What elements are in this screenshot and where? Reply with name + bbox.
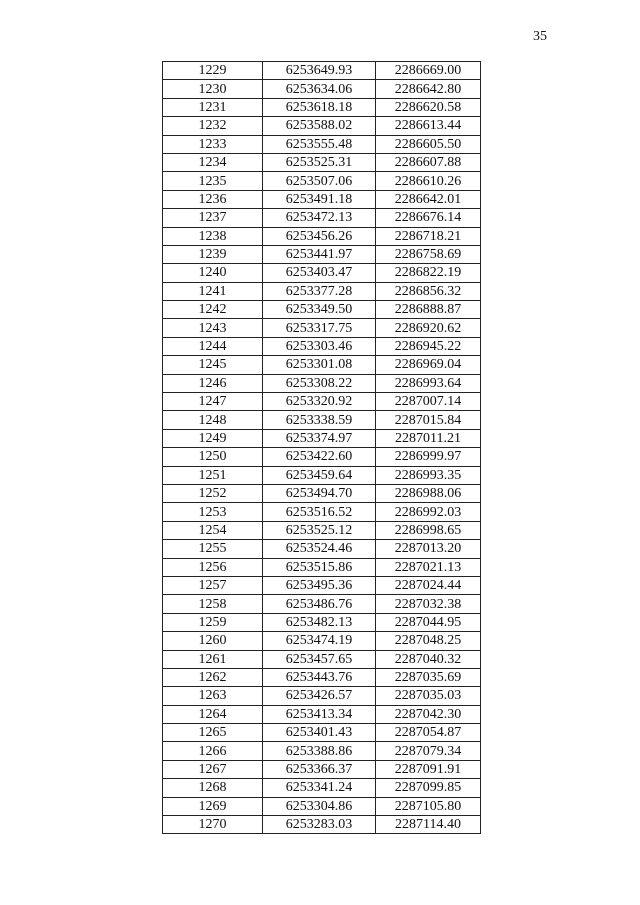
- y-coordinate-cell: 2287021.13: [376, 558, 481, 576]
- point-number-cell: 1254: [163, 521, 263, 539]
- y-coordinate-cell: 2287011.21: [376, 429, 481, 447]
- table-row: [163, 742, 481, 760]
- y-coordinate-cell: 2287105.80: [376, 797, 481, 815]
- table-row: [163, 429, 481, 447]
- x-coordinate-cell: 6253456.26: [263, 227, 376, 245]
- point-number-cell: 1256: [163, 558, 263, 576]
- point-number-cell: 1267: [163, 760, 263, 778]
- x-coordinate-cell: 6253515.86: [263, 558, 376, 576]
- point-number-cell: 1268: [163, 779, 263, 797]
- table-row: [163, 172, 481, 190]
- point-number-cell: 1269: [163, 797, 263, 815]
- table-row: [163, 209, 481, 227]
- x-coordinate-cell: 6253413.34: [263, 705, 376, 723]
- y-coordinate-cell: 2286993.64: [376, 374, 481, 392]
- x-coordinate-cell: 6253426.57: [263, 687, 376, 705]
- table-row: [163, 153, 481, 171]
- table-row: [163, 301, 481, 319]
- point-number-cell: 1246: [163, 374, 263, 392]
- point-number-cell: 1232: [163, 117, 263, 135]
- y-coordinate-cell: 2286822.19: [376, 264, 481, 282]
- table-row: [163, 595, 481, 613]
- table-row: [163, 650, 481, 668]
- x-coordinate-cell: 6253304.86: [263, 797, 376, 815]
- x-coordinate-cell: 6253317.75: [263, 319, 376, 337]
- point-number-cell: 1237: [163, 209, 263, 227]
- table-row: [163, 319, 481, 337]
- x-coordinate-cell: 6253649.93: [263, 62, 376, 80]
- y-coordinate-cell: 2286676.14: [376, 209, 481, 227]
- table-row: [163, 264, 481, 282]
- y-coordinate-cell: 2286613.44: [376, 117, 481, 135]
- table-row: [163, 80, 481, 98]
- x-coordinate-cell: 6253486.76: [263, 595, 376, 613]
- table-row: [163, 374, 481, 392]
- x-coordinate-cell: 6253366.37: [263, 760, 376, 778]
- y-coordinate-cell: 2286998.65: [376, 521, 481, 539]
- table-row: [163, 705, 481, 723]
- y-coordinate-cell: 2287079.34: [376, 742, 481, 760]
- y-coordinate-cell: 2286999.97: [376, 448, 481, 466]
- table-row: [163, 62, 481, 80]
- x-coordinate-cell: 6253495.36: [263, 576, 376, 594]
- table-row: [163, 282, 481, 300]
- x-coordinate-cell: 6253341.24: [263, 779, 376, 797]
- x-coordinate-cell: 6253283.03: [263, 816, 376, 834]
- x-coordinate-cell: 6253441.97: [263, 245, 376, 263]
- x-coordinate-cell: 6253388.86: [263, 742, 376, 760]
- table-row: [163, 797, 481, 815]
- y-coordinate-cell: 2286992.03: [376, 503, 481, 521]
- point-number-cell: 1250: [163, 448, 263, 466]
- y-coordinate-cell: 2286969.04: [376, 356, 481, 374]
- y-coordinate-cell: 2287044.95: [376, 613, 481, 631]
- point-number-cell: 1253: [163, 503, 263, 521]
- x-coordinate-cell: 6253618.18: [263, 98, 376, 116]
- x-coordinate-cell: 6253494.70: [263, 484, 376, 502]
- x-coordinate-cell: 6253377.28: [263, 282, 376, 300]
- table-row: [163, 668, 481, 686]
- page-number: 35: [533, 29, 547, 44]
- y-coordinate-cell: 2286856.32: [376, 282, 481, 300]
- x-coordinate-cell: 6253374.97: [263, 429, 376, 447]
- table-row: [163, 816, 481, 834]
- y-coordinate-cell: 2286607.88: [376, 153, 481, 171]
- y-coordinate-cell: 2287042.30: [376, 705, 481, 723]
- point-number-cell: 1260: [163, 632, 263, 650]
- table-row: [163, 393, 481, 411]
- table-row: [163, 687, 481, 705]
- y-coordinate-cell: 2287114.40: [376, 816, 481, 834]
- table-row: [163, 245, 481, 263]
- x-coordinate-cell: 6253472.13: [263, 209, 376, 227]
- point-number-cell: 1233: [163, 135, 263, 153]
- point-number-cell: 1239: [163, 245, 263, 263]
- coordinates-table-body: [163, 62, 481, 834]
- point-number-cell: 1249: [163, 429, 263, 447]
- x-coordinate-cell: 6253338.59: [263, 411, 376, 429]
- table-row: [163, 227, 481, 245]
- point-number-cell: 1247: [163, 393, 263, 411]
- x-coordinate-cell: 6253308.22: [263, 374, 376, 392]
- point-number-cell: 1252: [163, 484, 263, 502]
- point-number-cell: 1258: [163, 595, 263, 613]
- point-number-cell: 1255: [163, 540, 263, 558]
- point-number-cell: 1257: [163, 576, 263, 594]
- point-number-cell: 1231: [163, 98, 263, 116]
- y-coordinate-cell: 2286642.01: [376, 190, 481, 208]
- x-coordinate-cell: 6253524.46: [263, 540, 376, 558]
- table-row: [163, 337, 481, 355]
- y-coordinate-cell: 2287015.84: [376, 411, 481, 429]
- table-row: [163, 411, 481, 429]
- x-coordinate-cell: 6253401.43: [263, 724, 376, 742]
- coordinates-table: [162, 61, 481, 834]
- table-row: [163, 760, 481, 778]
- x-coordinate-cell: 6253443.76: [263, 668, 376, 686]
- point-number-cell: 1240: [163, 264, 263, 282]
- point-number-cell: 1236: [163, 190, 263, 208]
- table-row: [163, 98, 481, 116]
- y-coordinate-cell: 2286610.26: [376, 172, 481, 190]
- point-number-cell: 1263: [163, 687, 263, 705]
- table-row: [163, 190, 481, 208]
- x-coordinate-cell: 6253507.06: [263, 172, 376, 190]
- point-number-cell: 1244: [163, 337, 263, 355]
- point-number-cell: 1259: [163, 613, 263, 631]
- y-coordinate-cell: 2287048.25: [376, 632, 481, 650]
- x-coordinate-cell: 6253516.52: [263, 503, 376, 521]
- point-number-cell: 1264: [163, 705, 263, 723]
- point-number-cell: 1238: [163, 227, 263, 245]
- x-coordinate-cell: 6253422.60: [263, 448, 376, 466]
- y-coordinate-cell: 2287007.14: [376, 393, 481, 411]
- y-coordinate-cell: 2286993.35: [376, 466, 481, 484]
- point-number-cell: 1251: [163, 466, 263, 484]
- point-number-cell: 1270: [163, 816, 263, 834]
- point-number-cell: 1243: [163, 319, 263, 337]
- x-coordinate-cell: 6253349.50: [263, 301, 376, 319]
- x-coordinate-cell: 6253320.92: [263, 393, 376, 411]
- point-number-cell: 1265: [163, 724, 263, 742]
- table-row: [163, 724, 481, 742]
- y-coordinate-cell: 2287024.44: [376, 576, 481, 594]
- point-number-cell: 1234: [163, 153, 263, 171]
- table-row: [163, 576, 481, 594]
- y-coordinate-cell: 2287013.20: [376, 540, 481, 558]
- y-coordinate-cell: 2286605.50: [376, 135, 481, 153]
- point-number-cell: 1245: [163, 356, 263, 374]
- x-coordinate-cell: 6253457.65: [263, 650, 376, 668]
- point-number-cell: 1262: [163, 668, 263, 686]
- point-number-cell: 1248: [163, 411, 263, 429]
- y-coordinate-cell: 2286669.00: [376, 62, 481, 80]
- table-row: [163, 558, 481, 576]
- y-coordinate-cell: 2286758.69: [376, 245, 481, 263]
- x-coordinate-cell: 6253482.13: [263, 613, 376, 631]
- x-coordinate-cell: 6253525.31: [263, 153, 376, 171]
- x-coordinate-cell: 6253301.08: [263, 356, 376, 374]
- y-coordinate-cell: 2286642.80: [376, 80, 481, 98]
- table-row: [163, 632, 481, 650]
- point-number-cell: 1235: [163, 172, 263, 190]
- table-row: [163, 503, 481, 521]
- y-coordinate-cell: 2286988.06: [376, 484, 481, 502]
- y-coordinate-cell: 2287032.38: [376, 595, 481, 613]
- x-coordinate-cell: 6253525.12: [263, 521, 376, 539]
- y-coordinate-cell: 2287035.03: [376, 687, 481, 705]
- table-row: [163, 466, 481, 484]
- point-number-cell: 1261: [163, 650, 263, 668]
- x-coordinate-cell: 6253303.46: [263, 337, 376, 355]
- table-row: [163, 356, 481, 374]
- y-coordinate-cell: 2286718.21: [376, 227, 481, 245]
- y-coordinate-cell: 2286888.87: [376, 301, 481, 319]
- y-coordinate-cell: 2287035.69: [376, 668, 481, 686]
- table-row: [163, 540, 481, 558]
- table-row: [163, 779, 481, 797]
- point-number-cell: 1241: [163, 282, 263, 300]
- point-number-cell: 1230: [163, 80, 263, 98]
- x-coordinate-cell: 6253491.18: [263, 190, 376, 208]
- y-coordinate-cell: 2287099.85: [376, 779, 481, 797]
- table-row: [163, 613, 481, 631]
- point-number-cell: 1242: [163, 301, 263, 319]
- x-coordinate-cell: 6253459.64: [263, 466, 376, 484]
- y-coordinate-cell: 2286920.62: [376, 319, 481, 337]
- y-coordinate-cell: 2286945.22: [376, 337, 481, 355]
- table-row: [163, 135, 481, 153]
- x-coordinate-cell: 6253403.47: [263, 264, 376, 282]
- table-row: [163, 521, 481, 539]
- table-row: [163, 117, 481, 135]
- y-coordinate-cell: 2287091.91: [376, 760, 481, 778]
- x-coordinate-cell: 6253634.06: [263, 80, 376, 98]
- y-coordinate-cell: 2287054.87: [376, 724, 481, 742]
- point-number-cell: 1266: [163, 742, 263, 760]
- table-row: [163, 448, 481, 466]
- x-coordinate-cell: 6253474.19: [263, 632, 376, 650]
- table-row: [163, 484, 481, 502]
- x-coordinate-cell: 6253588.02: [263, 117, 376, 135]
- y-coordinate-cell: 2286620.58: [376, 98, 481, 116]
- x-coordinate-cell: 6253555.48: [263, 135, 376, 153]
- point-number-cell: 1229: [163, 62, 263, 80]
- y-coordinate-cell: 2287040.32: [376, 650, 481, 668]
